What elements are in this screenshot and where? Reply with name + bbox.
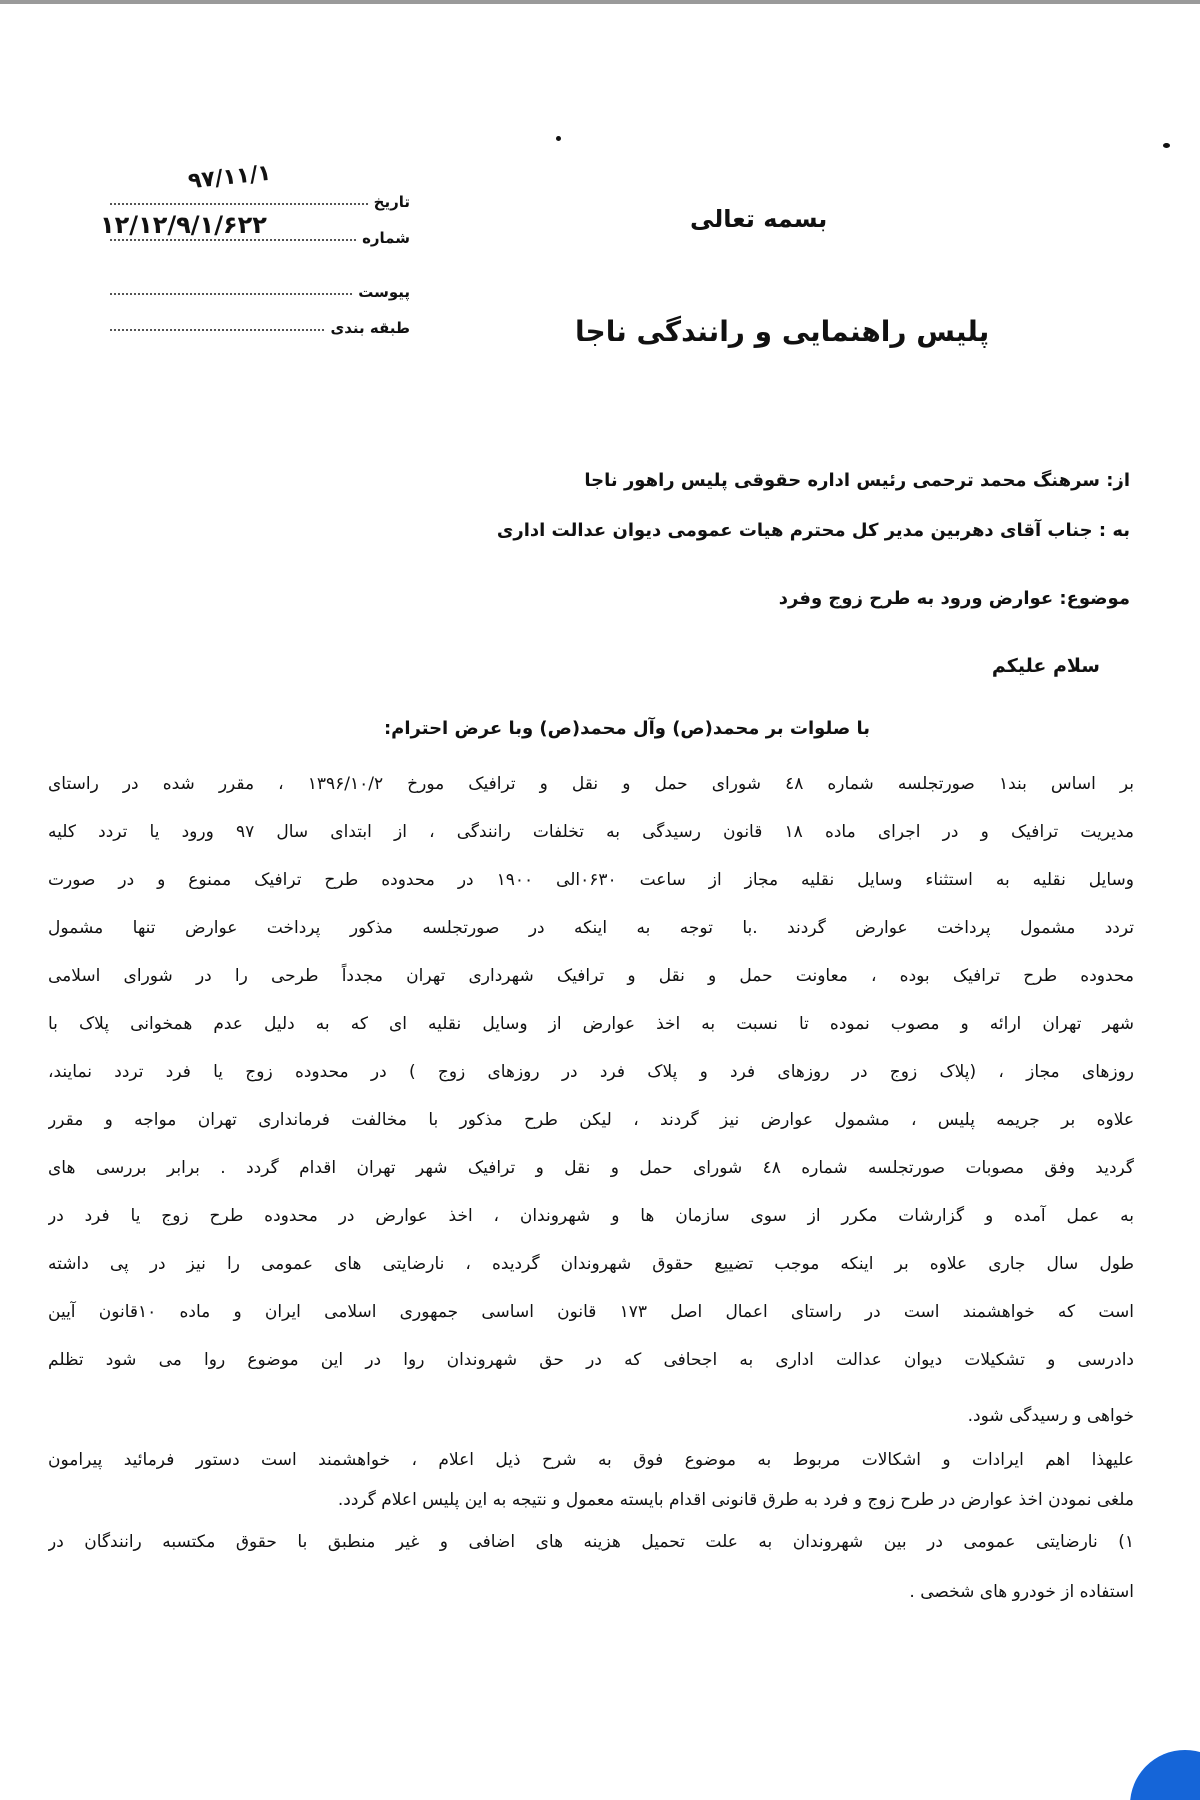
body-line: شهر تهران ارائه و مصوب نموده تا نسبت به اخذ عوارض از وسایل نقلیه ای که به دلیل عدم همخوانی پلاک با (48, 1014, 1134, 1034)
date-line (110, 160, 368, 205)
number-line (100, 211, 356, 241)
from-line: از: سرهنگ محمد ترحمی رئیس اداره حقوقی پلیس راهور ناجا (584, 470, 1130, 491)
body-line: خواهی و رسیدگی شود. (967, 1406, 1134, 1426)
meta-date-row (110, 160, 410, 211)
body-line: ۱) نارضایتی عمومی در بین شهروندان به علت تحمیل هزینه های اضافی و غیر منطبق با حقوق مکتسبه رانندگان در (48, 1532, 1134, 1552)
body-line: وسایل نقلیه به استثناء وسایل نقلیه مجاز از ساعت ۰۶۳۰الی ۱۹۰۰ در محدوده طرح ترافیک ممنوع و در صورت (48, 870, 1134, 890)
salutation-line: با صلوات بر محمد(ص) وآل محمد(ص) وبا عرض احترام: (383, 718, 870, 739)
body-line: استفاده از خودرو های شخصی . (909, 1582, 1134, 1602)
organization-heading: پلیس راهنمایی و رانندگی ناجا (575, 315, 990, 348)
body-line: ملغی نمودن اخذ عوارض در طرح زوج و فرد به طرق قانونی اقدام بایسته معمول و نتیجه به این پلیس اعلام گردد. (337, 1490, 1134, 1510)
bismillah-heading: بسمه تعالی (690, 205, 828, 233)
body-line: تردد مشمول پرداخت عوارض گردند .با توجه به اینکه در صورتجلسه مذکور پرداخت عوارض تنها مشمول (48, 918, 1134, 938)
letter-body (48, 760, 1134, 1620)
meta-attachment-row (110, 265, 410, 301)
greeting-line: سلام علیکم (991, 655, 1100, 677)
attachment-label: پیوست (358, 283, 410, 301)
body-line: علیهذا اهم ایرادات و اشکالات مربوط به موضوع فوق به شرح ذیل اعلام ، خواهشمند است دستور فرمائید پیرامون (48, 1450, 1134, 1470)
ink-speck (1163, 143, 1170, 148)
letter-meta-block (100, 160, 410, 337)
body-line: بر اساس بند۱ صورتجلسه شماره ٤٨ شورای حمل و نقل و ترافیک مورخ ۱۳۹۶/۱۰/۲ ، مقرر شده در راستای (48, 774, 1134, 794)
meta-classification-row (110, 301, 410, 337)
number-label: شماره (362, 229, 410, 247)
page-top-edge (0, 0, 1200, 4)
body-line: دادرسی و تشکیلات دیوان عدالت اداری به اجحافی که در حق شهروندان روا در این موضوع روا می شود تظلم (48, 1350, 1134, 1370)
to-line: به : جناب آقای دهربین مدیر کل محترم هیات عمومی دیوان عدالت اداری (496, 520, 1130, 541)
corner-accent-shape (1130, 1750, 1200, 1800)
body-line: محدوده طرح ترافیک بوده ، معاونت حمل و نقل و ترافیک شهرداری تهران مجدداً طرحی را در شورای اسلامی (48, 966, 1134, 986)
body-line: علاوه بر جریمه پلیس ، مشمول عوارض نیز گردند ، لیکن طرح مذکور با مخالفت فرمانداری تهران مواجه و مقرر (48, 1110, 1134, 1130)
body-line: روزهای مجاز ، (پلاک زوج در روزهای فرد و پلاک فرد در روزهای زوج ) در محدوده زوج یا فرد تردد نمایند، (48, 1062, 1134, 1082)
attachment-line (110, 285, 352, 295)
number-value: ۱۲/۱۲/۹/۱/۶۲۲ (100, 211, 267, 239)
body-line: مدیریت ترافیک و در اجرای ماده ۱۸ قانون رسیدگی به تخلفات رانندگی ، از ابتدای سال ۹۷ ورود یا تردد کلیه (48, 822, 1134, 842)
date-label: تاریخ (373, 193, 410, 211)
subject-line: موضوع: عوارض ورود به طرح زوج وفرد (778, 588, 1130, 609)
body-line: به عمل آمده و گزارشات مکرر از سوی سازمان ها و شهروندان ، اخذ عوارض در محدوده طرح زوج یا فرد در (48, 1206, 1134, 1226)
meta-number-row (100, 211, 410, 247)
date-value: ۹۷/۱۱/۱ (186, 160, 273, 195)
body-line: گردید وفق مصوبات صورتجلسه شماره ٤٨ شورای حمل و نقل و ترافیک شهر تهران اقدام گردد . برابر بررسی های (48, 1158, 1134, 1178)
body-line: طول سال جاری علاوه بر اینکه موجب تضییع حقوق شهروندان گردیده ، نارضایتی های عمومی را نیز در پی داشته (48, 1254, 1134, 1274)
body-line: است که خواهشمند است در راستای اعمال اصل ۱۷۳ قانون اساسی جمهوری اسلامی ایران و ماده ۱۰قانون آیین (48, 1302, 1134, 1322)
classification-label: طبقه بندی (330, 319, 410, 337)
ink-speck (556, 136, 561, 141)
classification-line (110, 321, 324, 331)
